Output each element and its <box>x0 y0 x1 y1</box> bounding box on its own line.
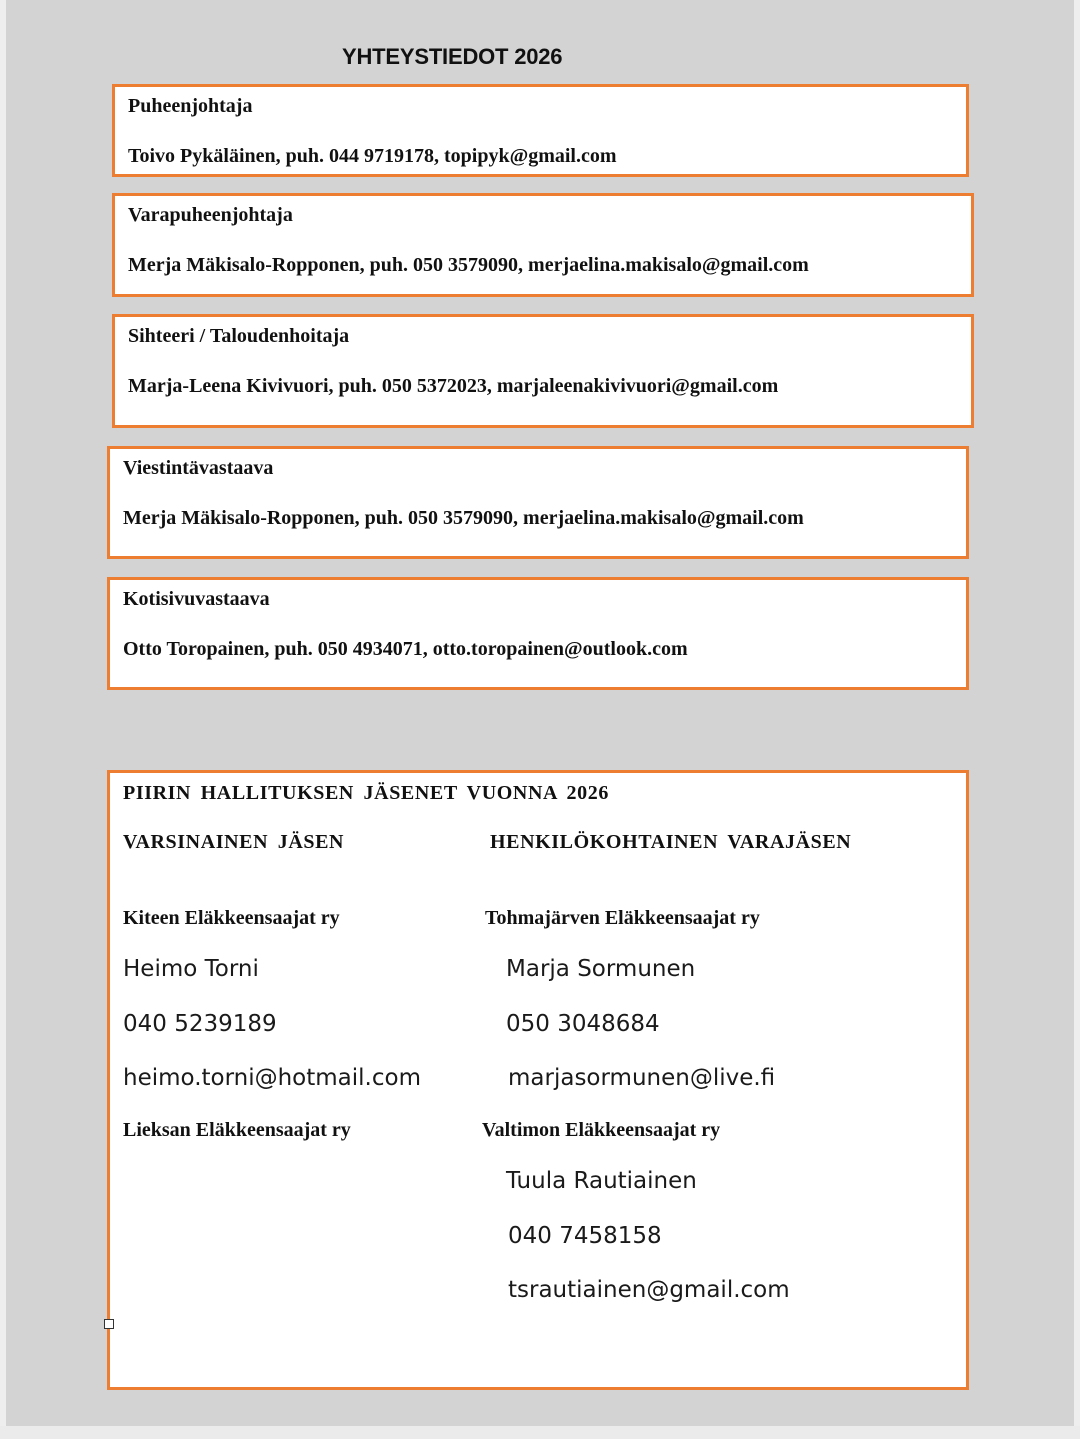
page-edge-bottom <box>0 1426 1080 1439</box>
column-header-deputy: HENKILÖKOHTAINEN VARAJÄSEN <box>490 831 852 853</box>
contact-role: Sihteeri / Taloudenhoitaja <box>128 325 350 347</box>
member-org: Lieksan Eläkkeensaajat ry <box>123 1119 351 1141</box>
contact-box-vice-chair <box>112 193 974 297</box>
contact-role: Viestintävastaava <box>123 457 274 479</box>
board-members-box <box>107 770 969 1390</box>
member-phone: 040 5239189 <box>123 1011 277 1037</box>
contact-info: Toivo Pykäläinen, puh. 044 9719178, topipyk@gmail.com <box>128 145 617 167</box>
contact-box-chair <box>112 84 969 177</box>
board-heading: PIIRIN HALLITUKSEN JÄSENET VUONNA 2026 <box>123 782 609 804</box>
member-name: Heimo Torni <box>123 956 259 982</box>
page-edge-left <box>0 0 6 1439</box>
contact-role: Varapuheenjohtaja <box>128 204 293 226</box>
contact-role: Kotisivuvastaava <box>123 588 270 610</box>
page-edge-right <box>1074 0 1080 1439</box>
document-title: YHTEYSTIEDOT 2026 <box>342 44 563 69</box>
resize-handle[interactable] <box>104 1319 114 1329</box>
contact-info: Marja-Leena Kivivuori, puh. 050 5372023, marjaleenakivivuori@gmail.com <box>128 375 779 397</box>
member-email: heimo.torni@hotmail.com <box>123 1065 421 1091</box>
deputy-email: marjasormunen@live.fi <box>508 1065 776 1091</box>
deputy-phone: 050 3048684 <box>506 1011 660 1037</box>
contact-info: Merja Mäkisalo-Ropponen, puh. 050 3579090, merjaelina.makisalo@gmail.com <box>123 507 804 529</box>
contact-info: Otto Toropainen, puh. 050 4934071, otto.toropainen@outlook.com <box>123 638 688 660</box>
deputy-name: Marja Sormunen <box>506 956 696 982</box>
contact-box-website <box>107 577 969 690</box>
deputy-name: Tuula Rautiainen <box>506 1168 697 1194</box>
contact-box-secretary <box>112 314 974 428</box>
deputy-email: tsrautiainen@gmail.com <box>508 1277 790 1303</box>
column-header-member: VARSINAINEN JÄSEN <box>123 831 345 853</box>
contact-role: Puheenjohtaja <box>128 95 253 117</box>
deputy-org: Valtimon Eläkkeensaajat ry <box>482 1119 721 1141</box>
contact-box-communications <box>107 446 969 559</box>
deputy-phone: 040 7458158 <box>508 1223 662 1249</box>
deputy-org: Tohmajärven Eläkkeensaajat ry <box>485 907 760 929</box>
contact-info: Merja Mäkisalo-Ropponen, puh. 050 3579090, merjaelina.makisalo@gmail.com <box>128 254 809 276</box>
member-org: Kiteen Eläkkeensaajat ry <box>123 907 340 929</box>
